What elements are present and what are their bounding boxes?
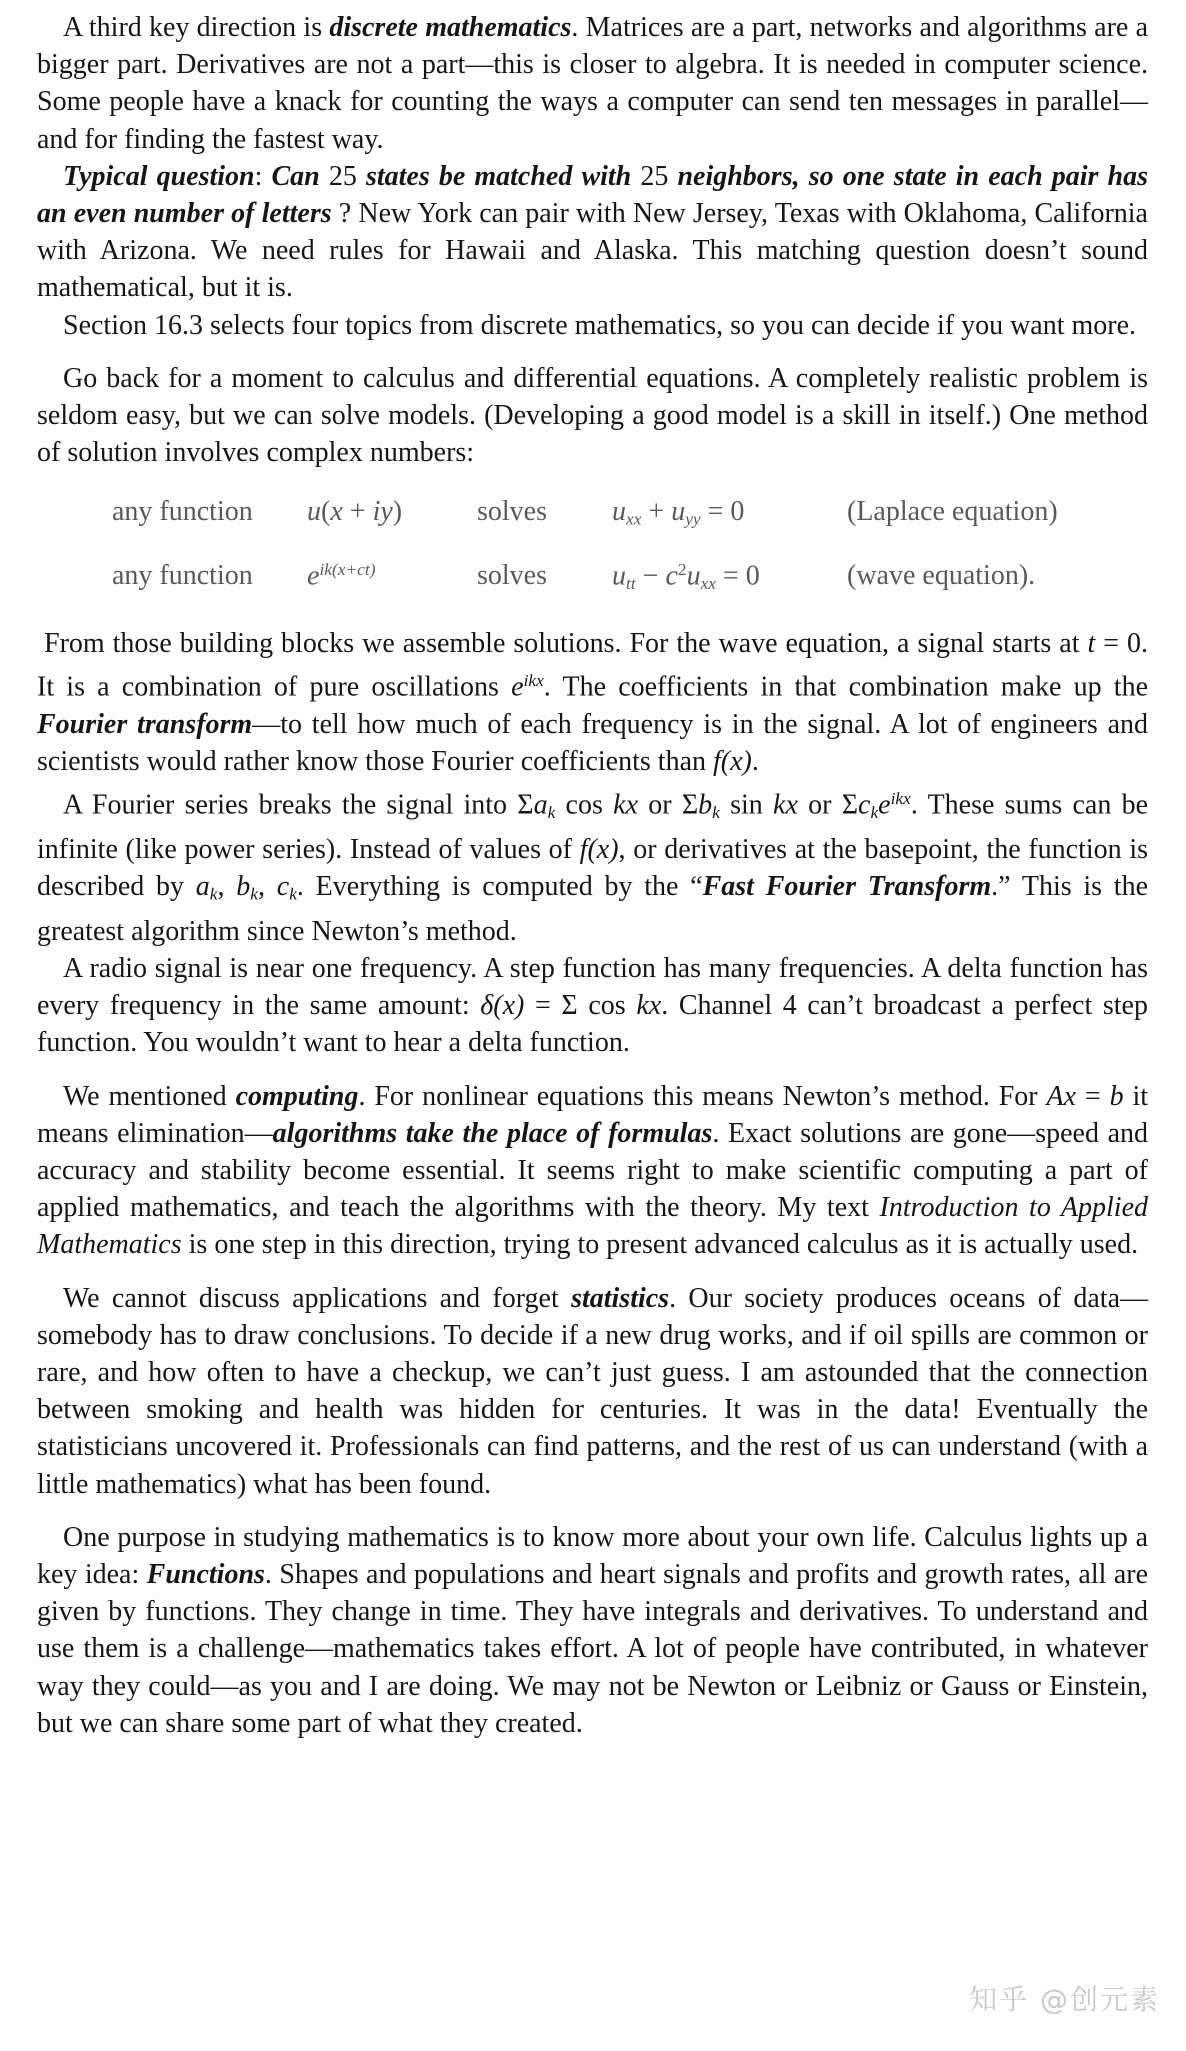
text-segment: . Everything is computed by the “ xyxy=(296,871,703,903)
text-segment: Typical question xyxy=(63,160,255,192)
text-segment: . The coefficients in that combination make up the xyxy=(543,671,1148,703)
text-segment: x xyxy=(330,496,343,528)
paragraph xyxy=(37,1280,1148,1503)
text-segment: b xyxy=(1109,1080,1124,1112)
text-segment: . Matrices are a part, networks and algorithms are a bigger part. Derivatives are not a part—this is closer to algebra. It is needed in computer science. Some people have a knack for counting the ways a computer can send ten messages in parallel—and for finding the fastest way. xyxy=(37,12,1149,155)
text-segment: k xyxy=(712,802,720,822)
text-segment: states be matched with xyxy=(356,160,641,192)
text-segment: tt xyxy=(626,573,636,593)
text-segment: = Σ cos xyxy=(524,990,637,1022)
equation-cell xyxy=(847,487,1058,537)
text-segment: , or derivatives at the basepoint, the function is described by xyxy=(37,834,1148,903)
watermark: 知乎 @创元素 xyxy=(969,1983,1160,2016)
equation-block xyxy=(37,487,1148,608)
text-segment: δ(x) xyxy=(480,990,525,1022)
text-segment: xx xyxy=(626,509,642,529)
text-segment: Fourier transform xyxy=(37,708,253,740)
text-segment: kx xyxy=(613,789,638,821)
text-segment: From those building blocks we assemble solutions. For the wave equation, a signal starts at xyxy=(44,627,1088,659)
text-segment: any function xyxy=(112,496,253,528)
text-segment: c xyxy=(665,560,678,592)
paragraph xyxy=(37,625,1148,780)
text-segment: = 0. It is a combination of pure oscillations xyxy=(37,627,1148,703)
text-segment: sin xyxy=(719,789,774,821)
text-segment: Introduction to Applied Mathematics xyxy=(37,1192,1148,1261)
text-segment: neighbors, so one state in each pair has an even number of letters xyxy=(37,160,1149,230)
text-segment: − xyxy=(635,560,666,592)
text-segment: statistics xyxy=(571,1282,670,1314)
text-segment: . xyxy=(751,745,759,777)
equation-cell xyxy=(307,545,477,602)
text-segment: e xyxy=(511,671,524,703)
paragraph xyxy=(37,9,1148,158)
text-segment: u xyxy=(612,560,626,592)
text-segment: 25 xyxy=(640,160,669,192)
text-segment: iy xyxy=(372,496,393,528)
text-segment: 25 xyxy=(328,160,357,192)
text-segment: u xyxy=(307,496,321,528)
equation-cell xyxy=(612,545,847,609)
text-segment: Fast Fourier Transform xyxy=(702,871,992,903)
text-segment: c xyxy=(858,789,871,821)
text-segment: f xyxy=(713,745,721,777)
text-segment: cos xyxy=(555,789,614,821)
equation-cell xyxy=(612,487,847,544)
text-segment: = xyxy=(1076,1080,1110,1112)
text-segment: Section 16.3 selects four topics from discrete mathematics, so you can decide if you want more. xyxy=(63,309,1137,341)
text-segment: , xyxy=(258,871,277,903)
text-segment: a xyxy=(195,871,210,903)
text-segment: c xyxy=(276,871,290,903)
text-segment: A radio signal is near one frequency. A step function has many frequencies. A delta function has every frequency in the same amount: xyxy=(37,953,1148,1022)
text-segment: or Σ xyxy=(797,789,858,821)
text-segment: ) xyxy=(392,496,403,528)
text-segment: (x) xyxy=(720,745,752,777)
text-segment: One purpose in studying mathematics is to know more about your own life. Calculus lights up a key idea: xyxy=(37,1521,1148,1591)
text-segment: xx xyxy=(700,573,716,593)
text-segment: b xyxy=(236,871,251,903)
text-segment: ik(x+ct) xyxy=(319,559,376,579)
text-segment: = 0 xyxy=(700,496,745,528)
paragraph xyxy=(37,307,1148,344)
text-segment: —to tell how much of each frequency is in the signal. A lot of engineers and scientists would rather know those Fourier coefficients than xyxy=(37,708,1148,777)
text-segment: . Exact solutions are gone—speed and accuracy and stability become essential. It seems right to make scientific computing a part of applied mathematics, and teach the algorithms with the theory. My text xyxy=(37,1117,1149,1224)
text-segment: k xyxy=(209,884,218,904)
text-segment: We mentioned xyxy=(63,1080,236,1112)
paragraph xyxy=(37,780,1148,950)
text-segment: it means elimination— xyxy=(37,1080,1149,1149)
text-segment: discrete mathematics xyxy=(329,12,572,43)
paragraph xyxy=(37,360,1148,472)
text-segment: computing xyxy=(235,1080,359,1112)
text-segment: u xyxy=(671,496,686,528)
text-segment: k xyxy=(547,802,556,822)
text-segment: b xyxy=(698,789,713,821)
text-segment: (Laplace equation) xyxy=(847,496,1058,528)
text-segment: or Σ xyxy=(638,789,699,821)
text-segment: Ax xyxy=(1046,1080,1077,1112)
equation-cell xyxy=(307,487,477,537)
text-segment: k xyxy=(870,802,879,822)
text-segment: . Channel 4 can’t broadcast a perfect step function. You wouldn’t want to hear a delta function. xyxy=(37,990,1148,1059)
text-segment: t xyxy=(1087,627,1096,659)
equation-cell xyxy=(847,551,1035,601)
text-segment: k xyxy=(289,884,297,904)
text-segment: Functions xyxy=(146,1559,265,1591)
equation-row xyxy=(112,487,1148,544)
text-segment: Can xyxy=(271,160,329,192)
text-segment: yy xyxy=(685,509,701,529)
text-segment: any function xyxy=(112,560,253,592)
text-segment: (x) xyxy=(587,834,619,866)
equation-row xyxy=(112,545,1148,609)
text-segment: : xyxy=(254,160,272,192)
text-segment: kx xyxy=(636,990,662,1022)
paragraph xyxy=(37,1519,1148,1742)
text-segment: A third key direction is xyxy=(63,12,330,43)
text-segment: u xyxy=(686,560,701,592)
paragraph xyxy=(37,1078,1148,1264)
text-segment: 2 xyxy=(677,559,687,579)
text-segment: We cannot discuss applications and forget xyxy=(63,1282,572,1314)
text-segment: ? New York can pair with New Jersey, Texas with Oklahoma, California with Arizona. We need rules for Hawaii and Alaska. This matching question doesn’t sound mathematical, but it is. xyxy=(37,198,1148,304)
equation-cell xyxy=(477,551,612,601)
paragraph xyxy=(37,950,1148,1062)
text-segment: ikx xyxy=(523,670,544,690)
text-segment: algorithms take the place of formulas xyxy=(272,1117,713,1149)
text-segment: (wave equation). xyxy=(847,560,1036,592)
text-segment: + xyxy=(641,496,672,528)
text-segment: is one step in this direction, trying to present advanced calculus as it is actually used. xyxy=(181,1229,1139,1261)
paragraph xyxy=(37,158,1148,307)
text-segment: . For nonlinear equations this means Newton’s method. For xyxy=(358,1080,1047,1112)
text-segment: solves xyxy=(477,496,547,528)
text-segment: . Shapes and populations and heart signals and profits and growth rates, all are given by functions. They change in time. They have integrals and derivatives. To understand and use them is a challenge—mathematics takes effort. A lot of people have contributed, in whatever way they could—as you and I are doing. We may not be Newton or Leibniz or Gauss or Einstein, but we can share some part of what they created. xyxy=(37,1559,1148,1739)
text-segment: ikx xyxy=(890,789,911,808)
text-segment: solves xyxy=(477,560,547,592)
equation-cell xyxy=(112,551,307,601)
text-segment: Go back for a moment to calculus and differential equations. A completely realistic problem is seldom easy, but we can solve models. (Developing a good model is a skill in itself.) One method of solution involves complex numbers: xyxy=(37,362,1148,469)
text-segment: e xyxy=(307,560,320,592)
text-segment: .” This is the greatest algorithm since Newton’s method. xyxy=(37,871,1149,947)
text-segment: = 0 xyxy=(716,560,760,592)
text-segment: kx xyxy=(773,789,798,821)
text-segment: + xyxy=(342,496,373,528)
text-segment: , xyxy=(217,871,237,903)
equation-cell xyxy=(477,487,612,537)
text-segment: . These sums can be infinite (like power series). Instead of values of xyxy=(37,789,1149,866)
text-segment: A Fourier series breaks the signal into Σ xyxy=(63,789,534,821)
equation-cell xyxy=(112,487,307,537)
text-segment: a xyxy=(533,789,548,821)
text-segment: f xyxy=(579,834,588,866)
text-segment: k xyxy=(250,884,258,904)
text-body xyxy=(37,9,1148,1742)
text-segment: u xyxy=(612,496,626,528)
text-segment: . Our society produces oceans of data—somebody has to draw conclusions. To decide if a new drug works, and if oil spills are common or rare, and how often to have a checkup, we can’t just guess. I am astounded that the connection between smoking and health was hidden for centuries. It was in the data! Eventually the statisticians uncovered it. Professionals can find patterns, and the rest of us can understand (with a little mathematics) what has been found. xyxy=(37,1282,1148,1500)
text-segment: e xyxy=(878,789,891,821)
text-segment: ( xyxy=(321,496,331,528)
